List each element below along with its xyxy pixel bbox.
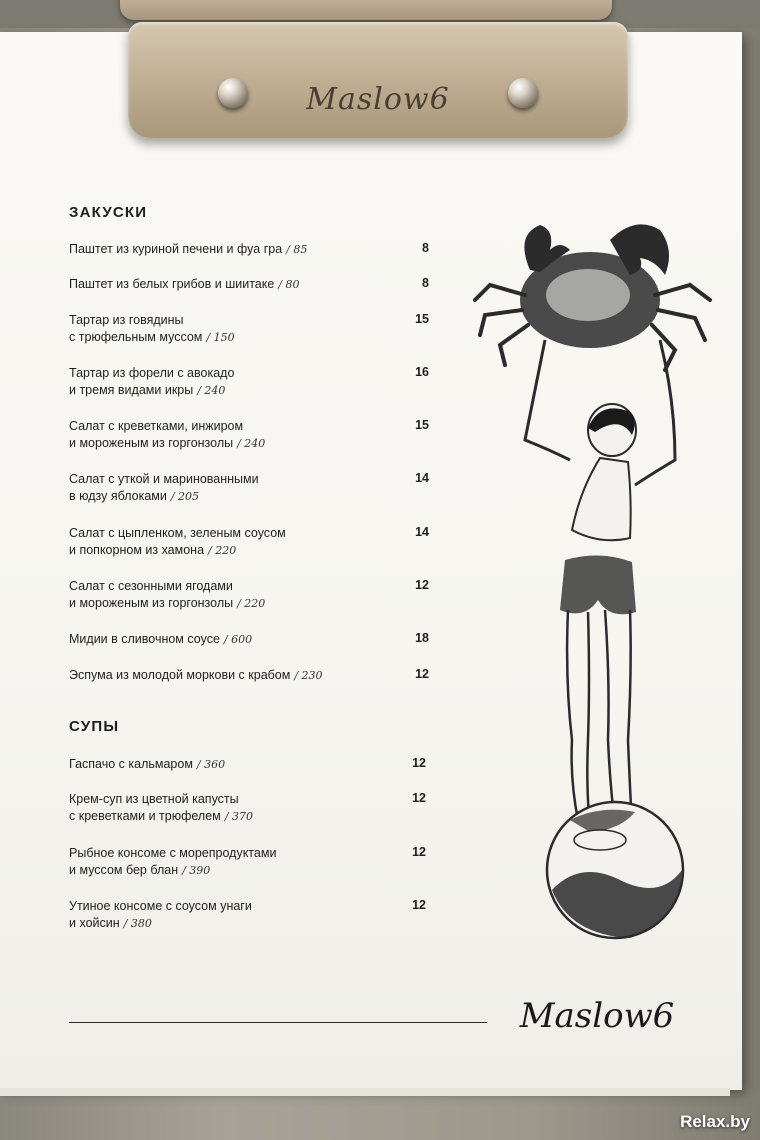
- item-price: 18: [415, 631, 429, 645]
- menu-item: Паштет из куриной печени и фуа гра / 85 8: [69, 241, 429, 256]
- item-price: 12: [415, 667, 429, 681]
- item-weight: / 85: [286, 243, 308, 256]
- item-price: 16: [415, 365, 429, 379]
- item-weight: / 220: [208, 544, 237, 557]
- paper-edge: [0, 1088, 730, 1096]
- menu-item: Крем-суп из цветной капусты с креветками и трюфелем / 370 12: [69, 791, 426, 823]
- item-weight: / 150: [206, 331, 235, 344]
- menu-item: Эспума из молодой моркови с крабом / 230 12: [69, 667, 429, 682]
- item-price: 8: [422, 241, 429, 255]
- menu-item: Гаспачо с кальмаром / 360 12: [69, 756, 426, 771]
- woman-holding-crab-illustration-icon: [460, 200, 730, 940]
- item-price: 14: [415, 525, 429, 539]
- previous-menu-clip: [120, 0, 612, 20]
- item-price: 12: [412, 898, 426, 912]
- item-weight: / 240: [237, 437, 266, 450]
- clip-logo: Maslow6: [306, 82, 450, 117]
- menu-item: Паштет из белых грибов и шиитаке / 80 8: [69, 276, 429, 291]
- rivet-icon: [508, 78, 538, 108]
- item-weight: / 370: [224, 810, 253, 823]
- rivet-icon: [218, 78, 248, 108]
- menu-item: Утиное консоме с соусом унаги и хойсин / 380 12: [69, 898, 426, 930]
- item-price: 15: [415, 312, 429, 326]
- item-weight: / 360: [196, 758, 226, 771]
- item-weight: / 205: [170, 490, 200, 503]
- item-weight: / 80: [278, 278, 300, 291]
- footer-divider: [69, 1022, 487, 1023]
- menu-item: Рыбное консоме с морепродуктами и муссом бер блан / 390 12: [69, 845, 426, 877]
- item-price: 12: [412, 845, 426, 859]
- section-title-soups: СУПЫ: [69, 718, 120, 735]
- item-price: 8: [422, 276, 429, 290]
- watermark: Relax.by: [680, 1112, 750, 1131]
- item-price: 14: [415, 471, 429, 485]
- menu-item: Тартар из говядины с трюфельным муссом / 150 15: [69, 312, 429, 344]
- clipboard-clip: [128, 22, 628, 138]
- item-weight: / 600: [223, 633, 253, 646]
- item-weight: / 240: [197, 384, 226, 397]
- menu-item: Тартар из форели с авокадо и тремя видами икры / 240 16: [69, 365, 429, 397]
- menu-item: Салат с уткой и маринованными в юдзу яблоками / 205 14: [69, 471, 429, 503]
- item-weight: / 390: [182, 864, 211, 877]
- menu-item: Мидии в сливочном соусе / 600 18: [69, 631, 429, 646]
- item-price: 15: [415, 418, 429, 432]
- item-weight: / 380: [123, 917, 152, 930]
- item-price: 12: [412, 791, 426, 805]
- section-title-zakuski: ЗАКУСКИ: [69, 204, 148, 221]
- item-weight: / 220: [237, 597, 266, 610]
- item-price: 12: [415, 578, 429, 592]
- item-weight: / 230: [294, 669, 323, 682]
- menu-item: Салат с сезонными ягодами и мороженым из горгонзолы / 220 12: [69, 578, 429, 610]
- menu-item: Салат с цыпленком, зеленым соусом и попкорном из хамона / 220 14: [69, 525, 429, 557]
- menu-item: Салат с креветками, инжиром и мороженым из горгонзолы / 240 15: [69, 418, 429, 450]
- item-price: 12: [412, 756, 426, 770]
- footer-logo: Maslow6: [519, 996, 675, 1036]
